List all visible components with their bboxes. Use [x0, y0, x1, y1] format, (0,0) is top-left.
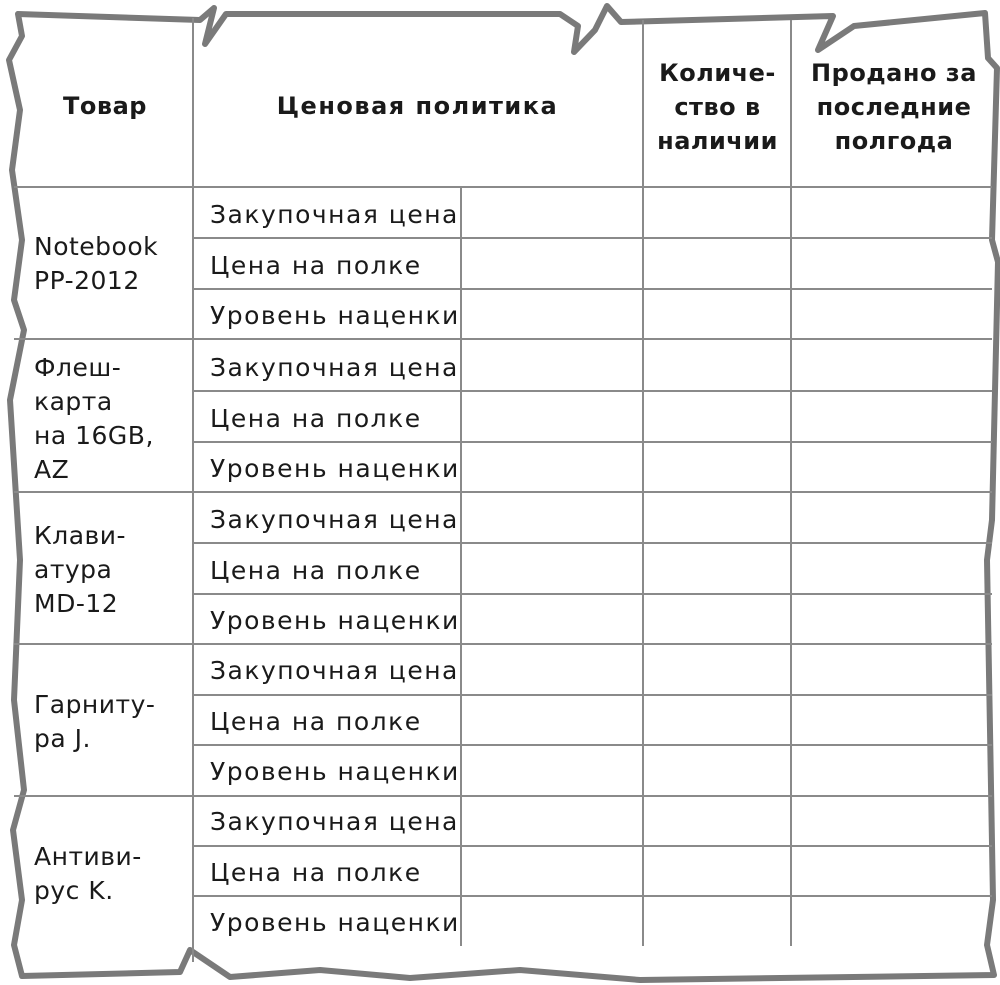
product-name: Флеш- карта на 16GB, AZ [34, 353, 154, 484]
header-sold-half-year: Продано за последние полгода [811, 59, 977, 155]
row-label-purchase-price: Закупочная цена [210, 200, 459, 229]
product-name: Notebook PP-2012 [34, 232, 159, 295]
row-label-shelf-price: Цена на полке [210, 707, 422, 736]
row-label-purchase-price: Закупочная цена [210, 353, 459, 382]
header-pricing-policy: Ценовая политика [276, 92, 559, 120]
row-label-shelf-price: Цена на полке [210, 858, 422, 887]
header-in-stock: Количе- ство в наличии [657, 59, 778, 155]
row-label-purchase-price: Закупочная цена [210, 807, 459, 836]
product-name: Антиви- рус K. [34, 842, 142, 905]
row-label-shelf-price: Цена на полке [210, 556, 422, 585]
row-label-shelf-price: Цена на полке [210, 251, 422, 280]
product-name: Клави- атура MD-12 [34, 521, 127, 618]
row-label-markup-level: Уровень наценки [210, 454, 460, 483]
row-label-shelf-price: Цена на полке [210, 404, 422, 433]
row-label-markup-level: Уровень наценки [210, 908, 460, 937]
header-product: Товар [63, 92, 147, 120]
row-label-purchase-price: Закупочная цена [210, 656, 459, 685]
product-name: Гарниту- ра J. [34, 690, 156, 753]
row-label-markup-level: Уровень наценки [210, 757, 460, 786]
row-label-markup-level: Уровень наценки [210, 606, 460, 635]
row-label-purchase-price: Закупочная цена [210, 505, 459, 534]
row-label-markup-level: Уровень наценки [210, 301, 460, 330]
